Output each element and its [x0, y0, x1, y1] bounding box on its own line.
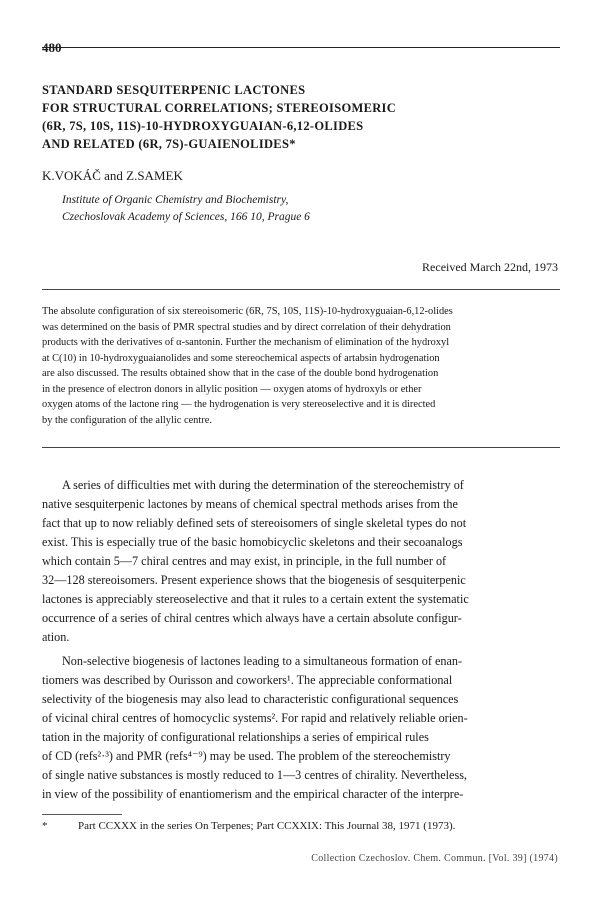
title-line: AND RELATED (6R, 7S)-GUAIENOLIDES* [42, 137, 296, 151]
journal-reference: Collection Czechoslov. Chem. Commun. [Vol. 39] (1974) [311, 853, 558, 864]
abstract-line: was determined on the basis of PMR spectral studies and by direct correlation of their dehydration [42, 321, 451, 333]
title-line: FOR STRUCTURAL CORRELATIONS; STEREOISOMERIC [42, 101, 397, 115]
body-line: occurrence of a series of chiral centres which always have a certain absolute configur- [42, 611, 462, 625]
header-rule [42, 47, 560, 48]
body-line: selectivity of the biogenesis may also lead to characteristic configurational sequences [42, 692, 459, 706]
abstract-line: products with the derivatives of α-santonin. Further the mechanism of elimination of the hydroxyl [42, 337, 450, 348]
body-line: of vicinal chiral centres of homocyclic systems². For rapid and relatively reliable orien- [42, 711, 468, 725]
abstract-rule-bottom [42, 447, 560, 448]
body-line: A series of difficulties met with during the determination of the stereochemistry of [62, 478, 464, 492]
paragraph-1 [42, 476, 562, 647]
abstract-line: oxygen atoms of the lactone ring — the hydrogenation is very stereoselective and it is directed [42, 399, 436, 410]
article-title [42, 81, 562, 153]
abstract [42, 304, 562, 428]
affiliation-line: Institute of Organic Chemistry and Biochemistry, [62, 194, 289, 206]
footnote [42, 820, 562, 832]
title-line: (6R, 7S, 10S, 11S)-10-HYDROXYGUAIAN-6,12-OLIDES [42, 119, 364, 133]
abstract-line: are also discussed. The results obtained show that in the case of the double bond hydrogenation [42, 368, 439, 379]
footnote-text: Part CCXXX in the series On Terpenes; Part CCXXIX: This Journal 38, 1971 (1973). [78, 820, 456, 832]
authors: K.VOKÁČ and Z.SAMEK [42, 168, 183, 183]
received-date: Received March 22nd, 1973 [422, 260, 558, 274]
body-line: of CD (refs²·³) and PMR (refs⁴⁻⁹) may be used. The problem of the stereochemistry [42, 749, 451, 763]
body-line: fact that up to now reliably defined sets of stereoisomers of single skeletal types do not [42, 516, 467, 530]
footnote-rule [42, 814, 122, 815]
body-line: tation in the majority of configurational relationships a series of empirical rules [42, 730, 429, 744]
abstract-line: by the configuration of the allylic centre. [42, 414, 212, 426]
body-line: tiomers was described by Ourisson and coworkers¹. The appreciable conformational [42, 673, 453, 687]
body-line: exist. This is especially true of the basic homobicyclic skeletons and their secoanalogs [42, 535, 463, 549]
body-line: 32—128 stereoisomers. Present experience shows that the biogenesis of sesquiterpenic [42, 573, 466, 587]
body-line: which contain 5—7 chiral centres and may exist, in principle, in the full number of [42, 554, 447, 568]
title-line: STANDARD SESQUITERPENIC LACTONES [42, 83, 306, 97]
affiliation-line: Czechoslovak Academy of Sciences, 166 10, Prague 6 [62, 211, 310, 223]
footnote-mark: * [42, 820, 48, 832]
body-text [42, 476, 562, 804]
page-number: 480 [42, 40, 62, 55]
abstract-rule-top [42, 289, 560, 290]
abstract-line: at C(10) in 10-hydroxyguaianolides and some stereochemical aspects of artabsin hydrogenation [42, 352, 440, 364]
body-line: Non-selective biogenesis of lactones leading to a simultaneous formation of enan- [62, 654, 463, 668]
body-line: lactones is appreciably stereoselective and that it rules to a certain extent the systematic [42, 592, 469, 606]
affiliation [62, 192, 310, 226]
body-line: native sesquiterpenic lactones by means of chemical spectral methods arises from the [42, 497, 458, 511]
body-line: of single native substances is mostly reduced to 1—3 centres of chirality. Nevertheless, [42, 768, 467, 782]
body-line: ation. [42, 630, 70, 644]
abstract-line: The absolute configuration of six stereoisomeric (6R, 7S, 10S, 11S)-10-hydroxyguaian-6,12-olides [42, 306, 453, 317]
abstract-line: in the presence of electron donors in allylic position — oxygen atoms of hydroxyls or ether [42, 383, 422, 395]
paragraph-2 [42, 652, 562, 804]
body-line: in view of the possibility of enantiomerism and the empirical character of the interpre- [42, 787, 464, 801]
